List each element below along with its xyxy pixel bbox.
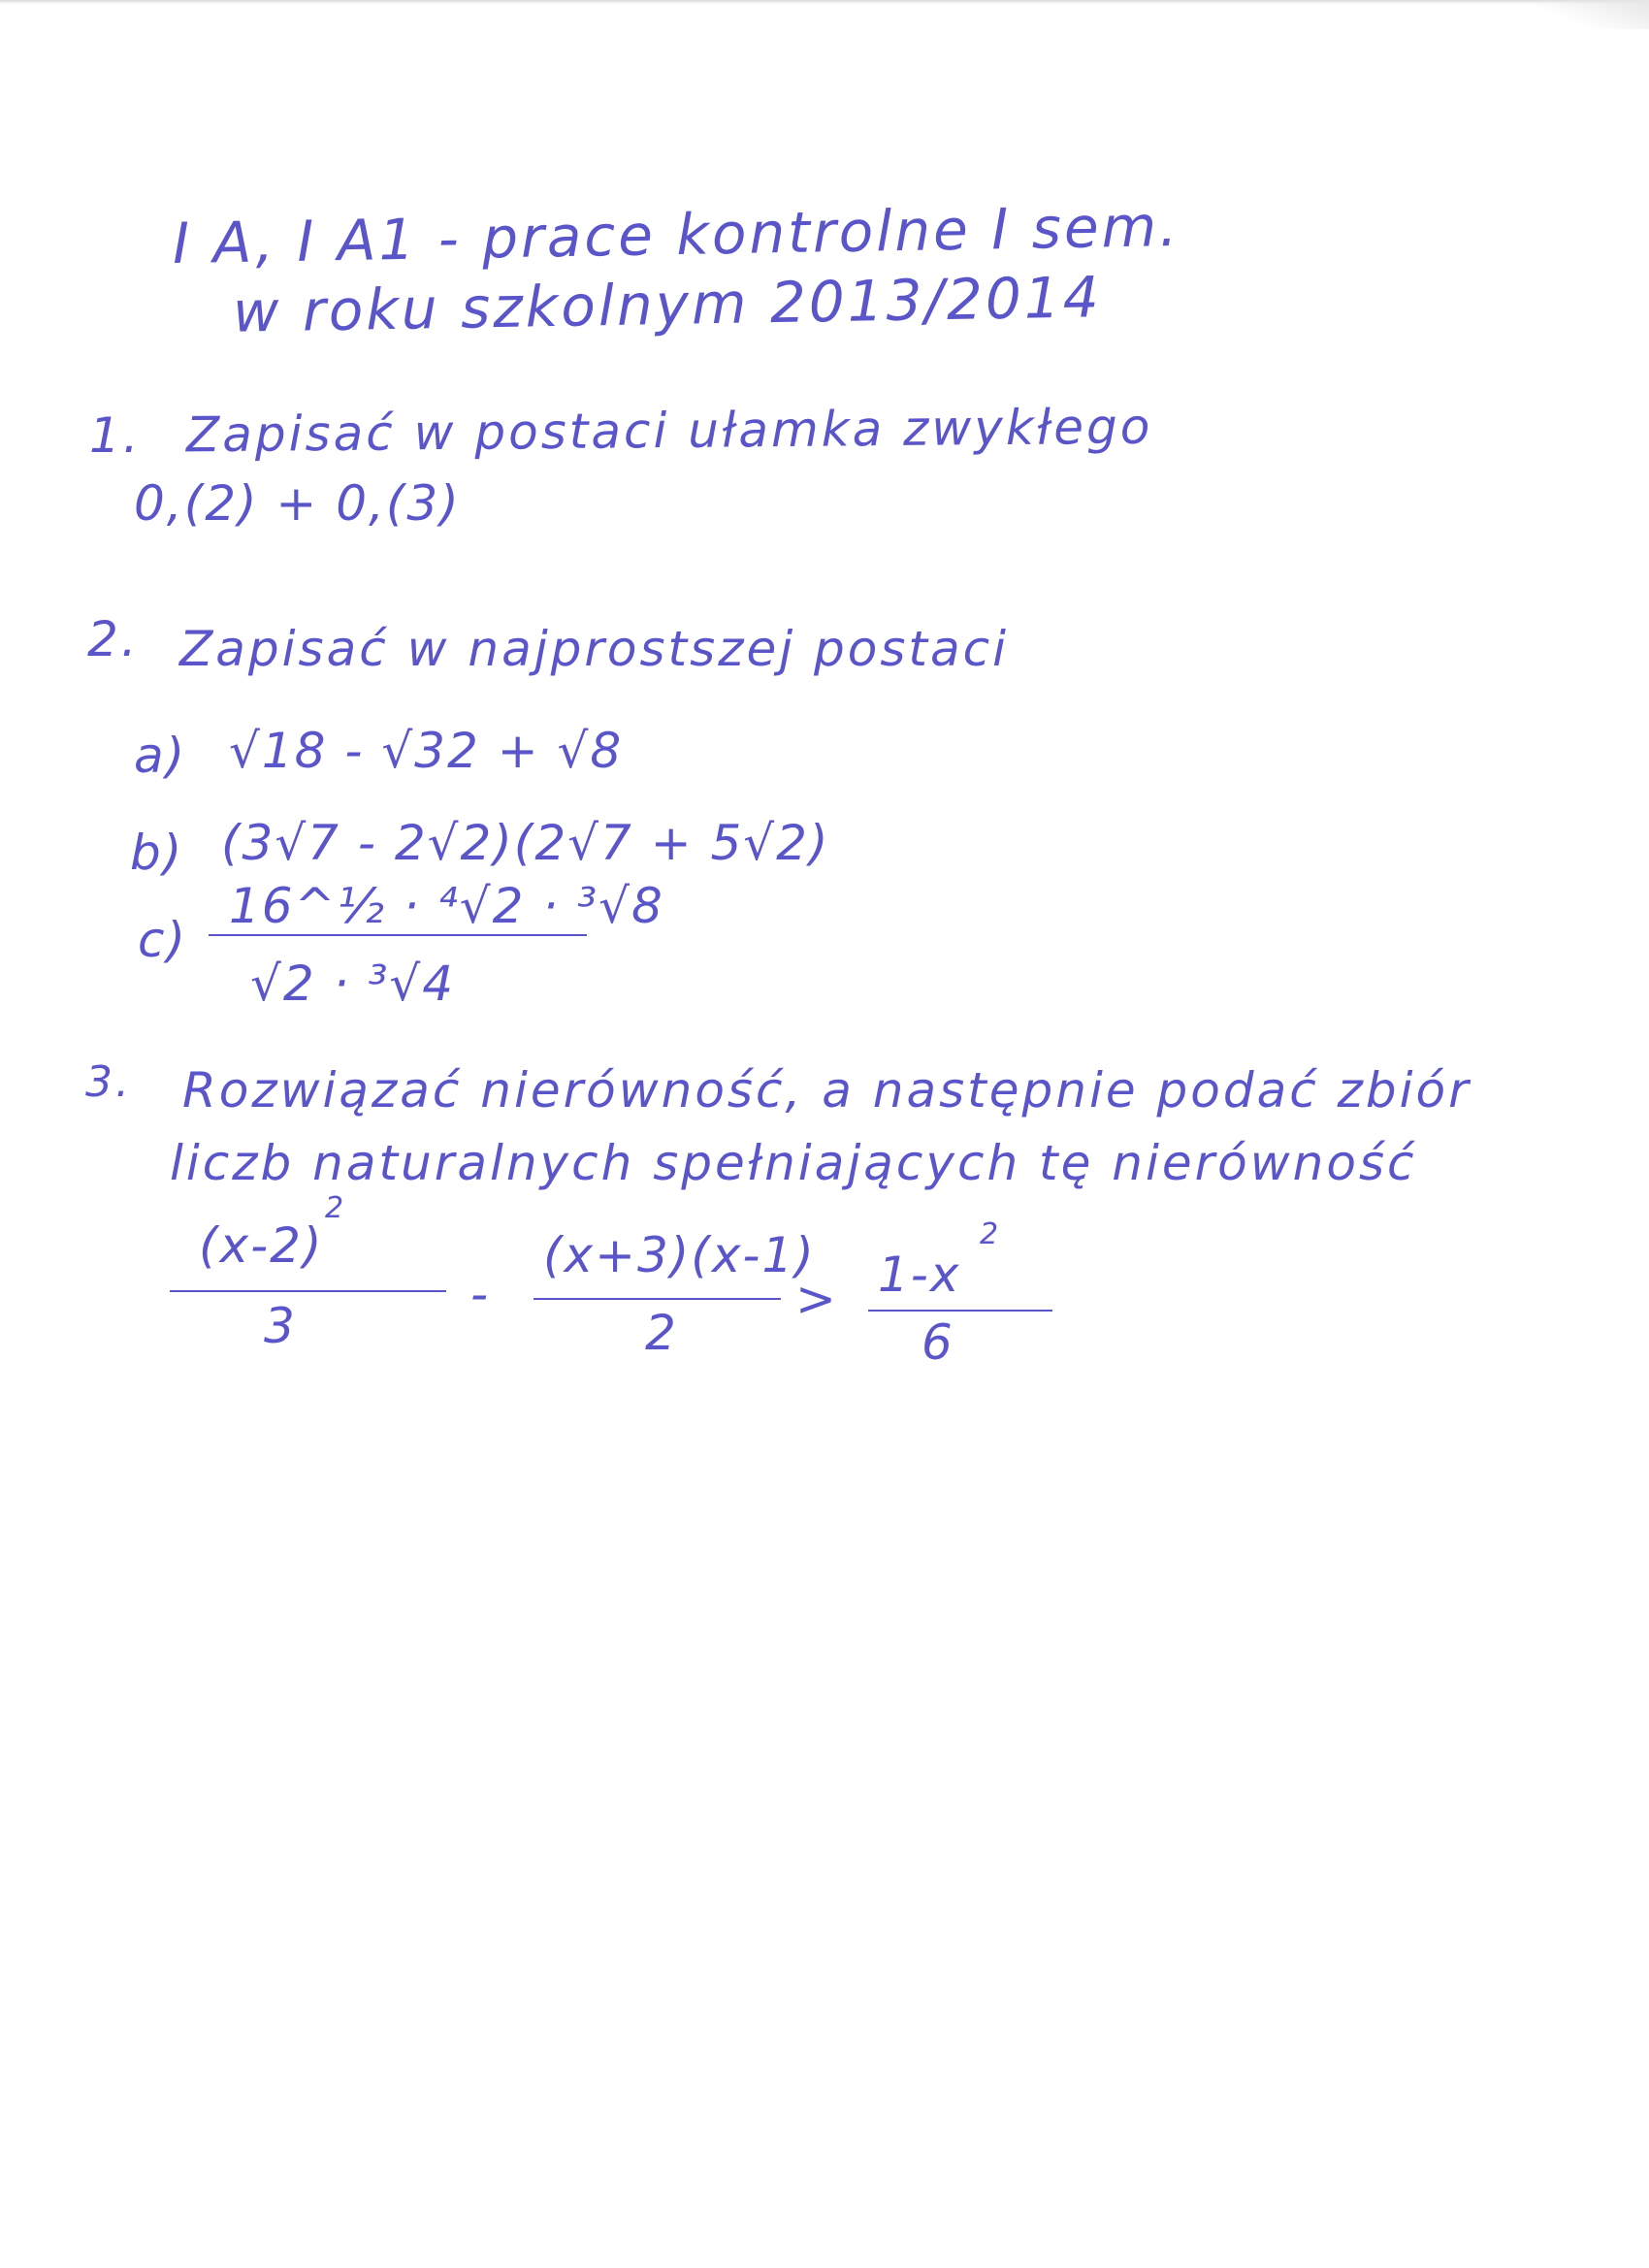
task3-frac3-denominator: 6 <box>922 1314 954 1371</box>
task3-instruction-line2: liczb naturalnych spełniających tę nierówność <box>170 1135 1417 1191</box>
task1-expression: 0,(2) + 0,(3) <box>134 475 461 532</box>
task3-frac3-exponent: 2 <box>980 1217 1002 1251</box>
task3-frac3-bar <box>868 1310 1052 1312</box>
task3-frac1-exponent: 2 <box>325 1191 347 1225</box>
task3-frac3-numerator: 1-x <box>878 1247 961 1303</box>
scan-top-edge <box>0 0 1649 4</box>
task3-operator-minus: - <box>470 1266 491 1322</box>
task2c-denominator: √2 · ³√4 <box>250 956 456 1012</box>
task2-number: 2. <box>87 611 140 667</box>
task3-frac1-numerator: (x-2) <box>199 1217 324 1274</box>
task2c-label: c) <box>138 912 187 968</box>
header-line-1: I A, I A1 - prace kontrolne I sem. <box>172 192 1181 277</box>
task3-frac1-denominator: 3 <box>264 1298 297 1354</box>
task3-instruction-line1: Rozwiązać nierówność, a następnie podać zbiór <box>182 1062 1471 1118</box>
task3-frac2-denominator: 2 <box>645 1305 678 1361</box>
task2a-label: a) <box>134 728 187 784</box>
task3-relation: > <box>795 1271 838 1327</box>
task3-frac1-bar <box>170 1290 446 1292</box>
header-line-2: w roku szkolnym 2013/2014 <box>232 264 1103 345</box>
task1-number: 1. <box>89 407 142 464</box>
task3-frac2-bar <box>534 1298 781 1300</box>
task2b-expression: (3√7 - 2√2)(2√7 + 5√2) <box>221 815 830 871</box>
task2c-fraction-bar <box>209 934 587 936</box>
task3-number: 3. <box>85 1057 132 1107</box>
task2c-numerator: 16^½ · ⁴√2 · ³√8 <box>229 878 664 934</box>
task2b-label: b) <box>130 825 184 881</box>
task1-instruction: Zapisać w postaci ułamka zwykłego <box>185 398 1153 464</box>
task3-frac2-numerator: (x+3)(x-1) <box>543 1227 816 1283</box>
task2-instruction: Zapisać w najprostszej postaci <box>179 621 1009 677</box>
task2a-expression: √18 - √32 + √8 <box>229 723 624 779</box>
scan-corner-shadow <box>1533 0 1649 29</box>
